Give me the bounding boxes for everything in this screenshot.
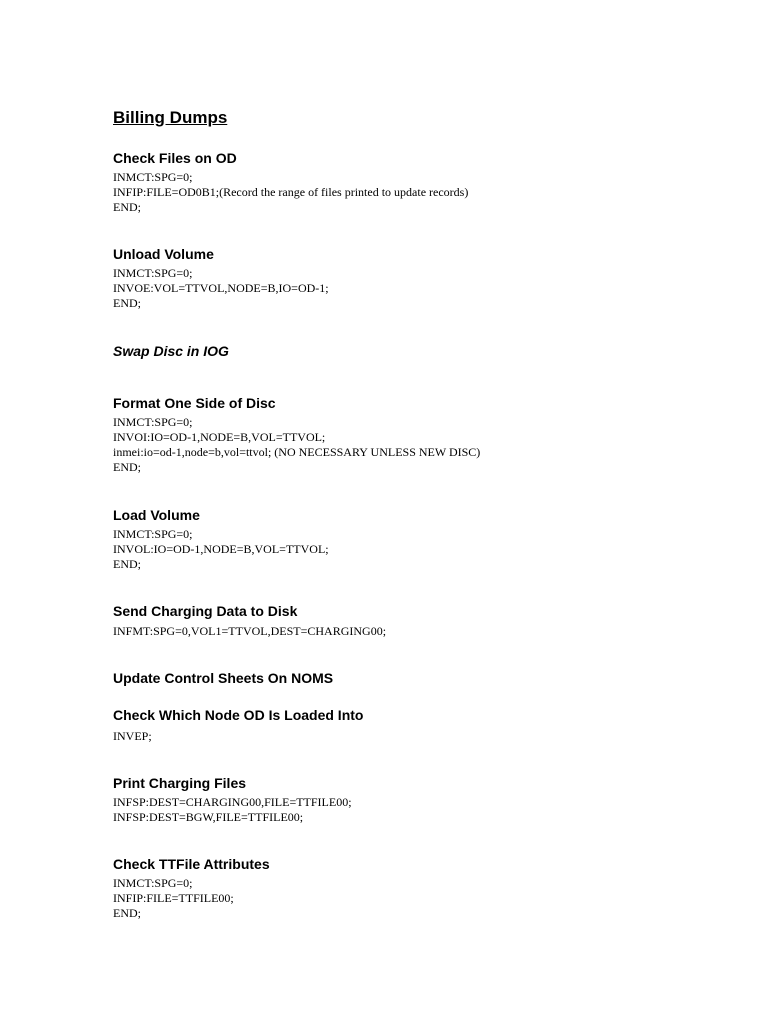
- section-heading-check-which-node-od-is-loaded-into: Check Which Node OD Is Loaded Into: [113, 707, 364, 723]
- command-block-format-one-side-of-disc: [113, 415, 480, 475]
- command-line: END;: [113, 296, 141, 310]
- command-line: INVEP;: [113, 729, 152, 743]
- command-block-check-node: [113, 729, 152, 744]
- command-block-send-charging-data: [113, 624, 386, 639]
- command-line: INMCT:SPG=0;: [113, 266, 193, 280]
- command-block-check-files-on-od: [113, 170, 468, 215]
- section-heading-send-charging-data-to-disk: Send Charging Data to Disk: [113, 603, 298, 619]
- section-heading-print-charging-files: Print Charging Files: [113, 775, 247, 791]
- command-line: INFMT:SPG=0,VOL1=TTVOL,DEST=CHARGING00;: [113, 624, 387, 638]
- command-line: INFIP:FILE=OD0B1;(Record the range of files printed to update records): [113, 185, 469, 199]
- command-line: END;: [113, 906, 141, 920]
- command-line: INFIP:FILE=TTFILE00;: [113, 891, 234, 905]
- command-line: END;: [113, 460, 141, 474]
- section-heading-check-ttfile-attributes: Check TTFile Attributes: [113, 856, 270, 872]
- command-line: INMCT:SPG=0;: [113, 876, 193, 890]
- command-line: INMCT:SPG=0;: [113, 415, 193, 429]
- section-heading-unload-volume: Unload Volume: [113, 246, 214, 262]
- command-line: INFSP:DEST=BGW,FILE=TTFILE00;: [113, 810, 304, 824]
- command-line: inmei:io=od-1,node=b,vol=ttvol; (NO NECESSARY UNLESS NEW DISC): [113, 445, 481, 459]
- section-heading-check-files-on-od: Check Files on OD: [113, 150, 237, 166]
- command-line: INMCT:SPG=0;: [113, 527, 193, 541]
- command-line: INVOE:VOL=TTVOL,NODE=B,IO=OD-1;: [113, 281, 329, 295]
- command-block-unload-volume: [113, 266, 329, 311]
- section-heading-swap-disc-in-iog: Swap Disc in IOG: [113, 343, 229, 359]
- section-heading-update-control-sheets-on-noms: Update Control Sheets On NOMS: [113, 670, 334, 686]
- command-block-check-ttfile-attributes: [113, 876, 234, 921]
- command-block-print-charging-files: [113, 795, 352, 825]
- command-line: INVOI:IO=OD-1,NODE=B,VOL=TTVOL;: [113, 430, 326, 444]
- command-block-load-volume: [113, 527, 329, 572]
- command-line: INFSP:DEST=CHARGING00,FILE=TTFILE00;: [113, 795, 352, 809]
- section-heading-load-volume: Load Volume: [113, 507, 200, 523]
- section-heading-format-one-side-of-disc: Format One Side of Disc: [113, 395, 276, 411]
- command-line: INMCT:SPG=0;: [113, 170, 193, 184]
- command-line: END;: [113, 557, 141, 571]
- command-line: INVOL:IO=OD-1,NODE=B,VOL=TTVOL;: [113, 542, 329, 556]
- command-line: END;: [113, 200, 141, 214]
- document-title: Billing Dumps: [113, 108, 228, 127]
